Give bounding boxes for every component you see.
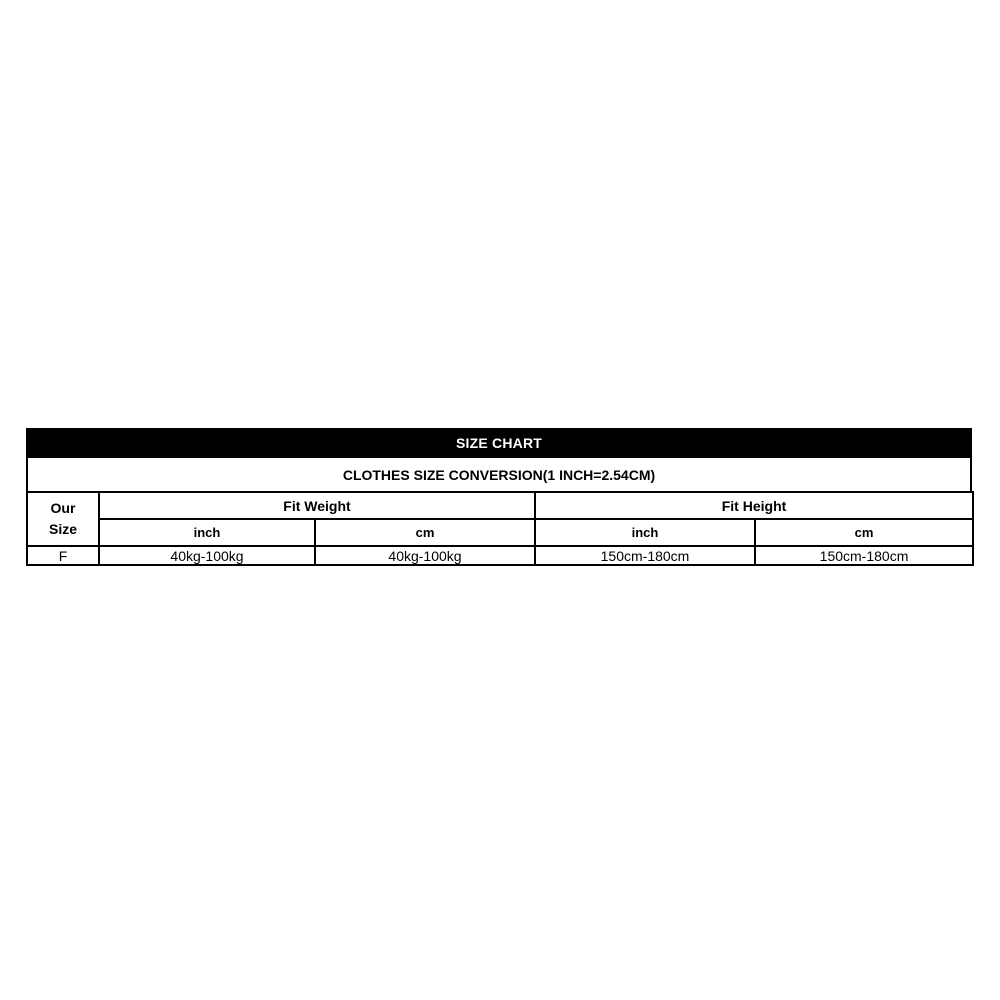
cell-fit-height-cm: 150cm-180cm	[755, 546, 973, 565]
header-subcolumn-row	[27, 519, 973, 546]
our-size-line2: Size	[48, 521, 77, 537]
col-group-fit-weight: Fit Weight	[99, 492, 535, 519]
our-size-line1: Our	[50, 500, 76, 516]
size-chart-subtitle-row	[26, 458, 972, 491]
size-conversion-table	[26, 491, 974, 566]
col-header-fit-weight-inch: inch	[99, 519, 315, 546]
col-header-fit-height-cm: cm	[755, 519, 973, 546]
cell-fit-weight-inch: 40kg-100kg	[99, 546, 315, 565]
cell-fit-height-inch: 150cm-180cm	[535, 546, 755, 565]
header-group-row	[27, 492, 973, 519]
col-group-fit-height: Fit Height	[535, 492, 973, 519]
cell-our-size: F	[27, 546, 99, 565]
cell-fit-weight-cm: 40kg-100kg	[315, 546, 535, 565]
col-header-fit-weight-cm: cm	[315, 519, 535, 546]
size-chart-subtitle: CLOTHES SIZE CONVERSION(1 INCH=2.54CM)	[342, 466, 656, 483]
col-header-fit-height-inch: inch	[535, 519, 755, 546]
table-row-size-f	[27, 546, 973, 565]
size-chart-title-bar	[26, 428, 972, 458]
size-chart	[26, 428, 972, 566]
size-chart-title: SIZE CHART	[456, 435, 542, 451]
col-header-our-size	[27, 492, 99, 546]
